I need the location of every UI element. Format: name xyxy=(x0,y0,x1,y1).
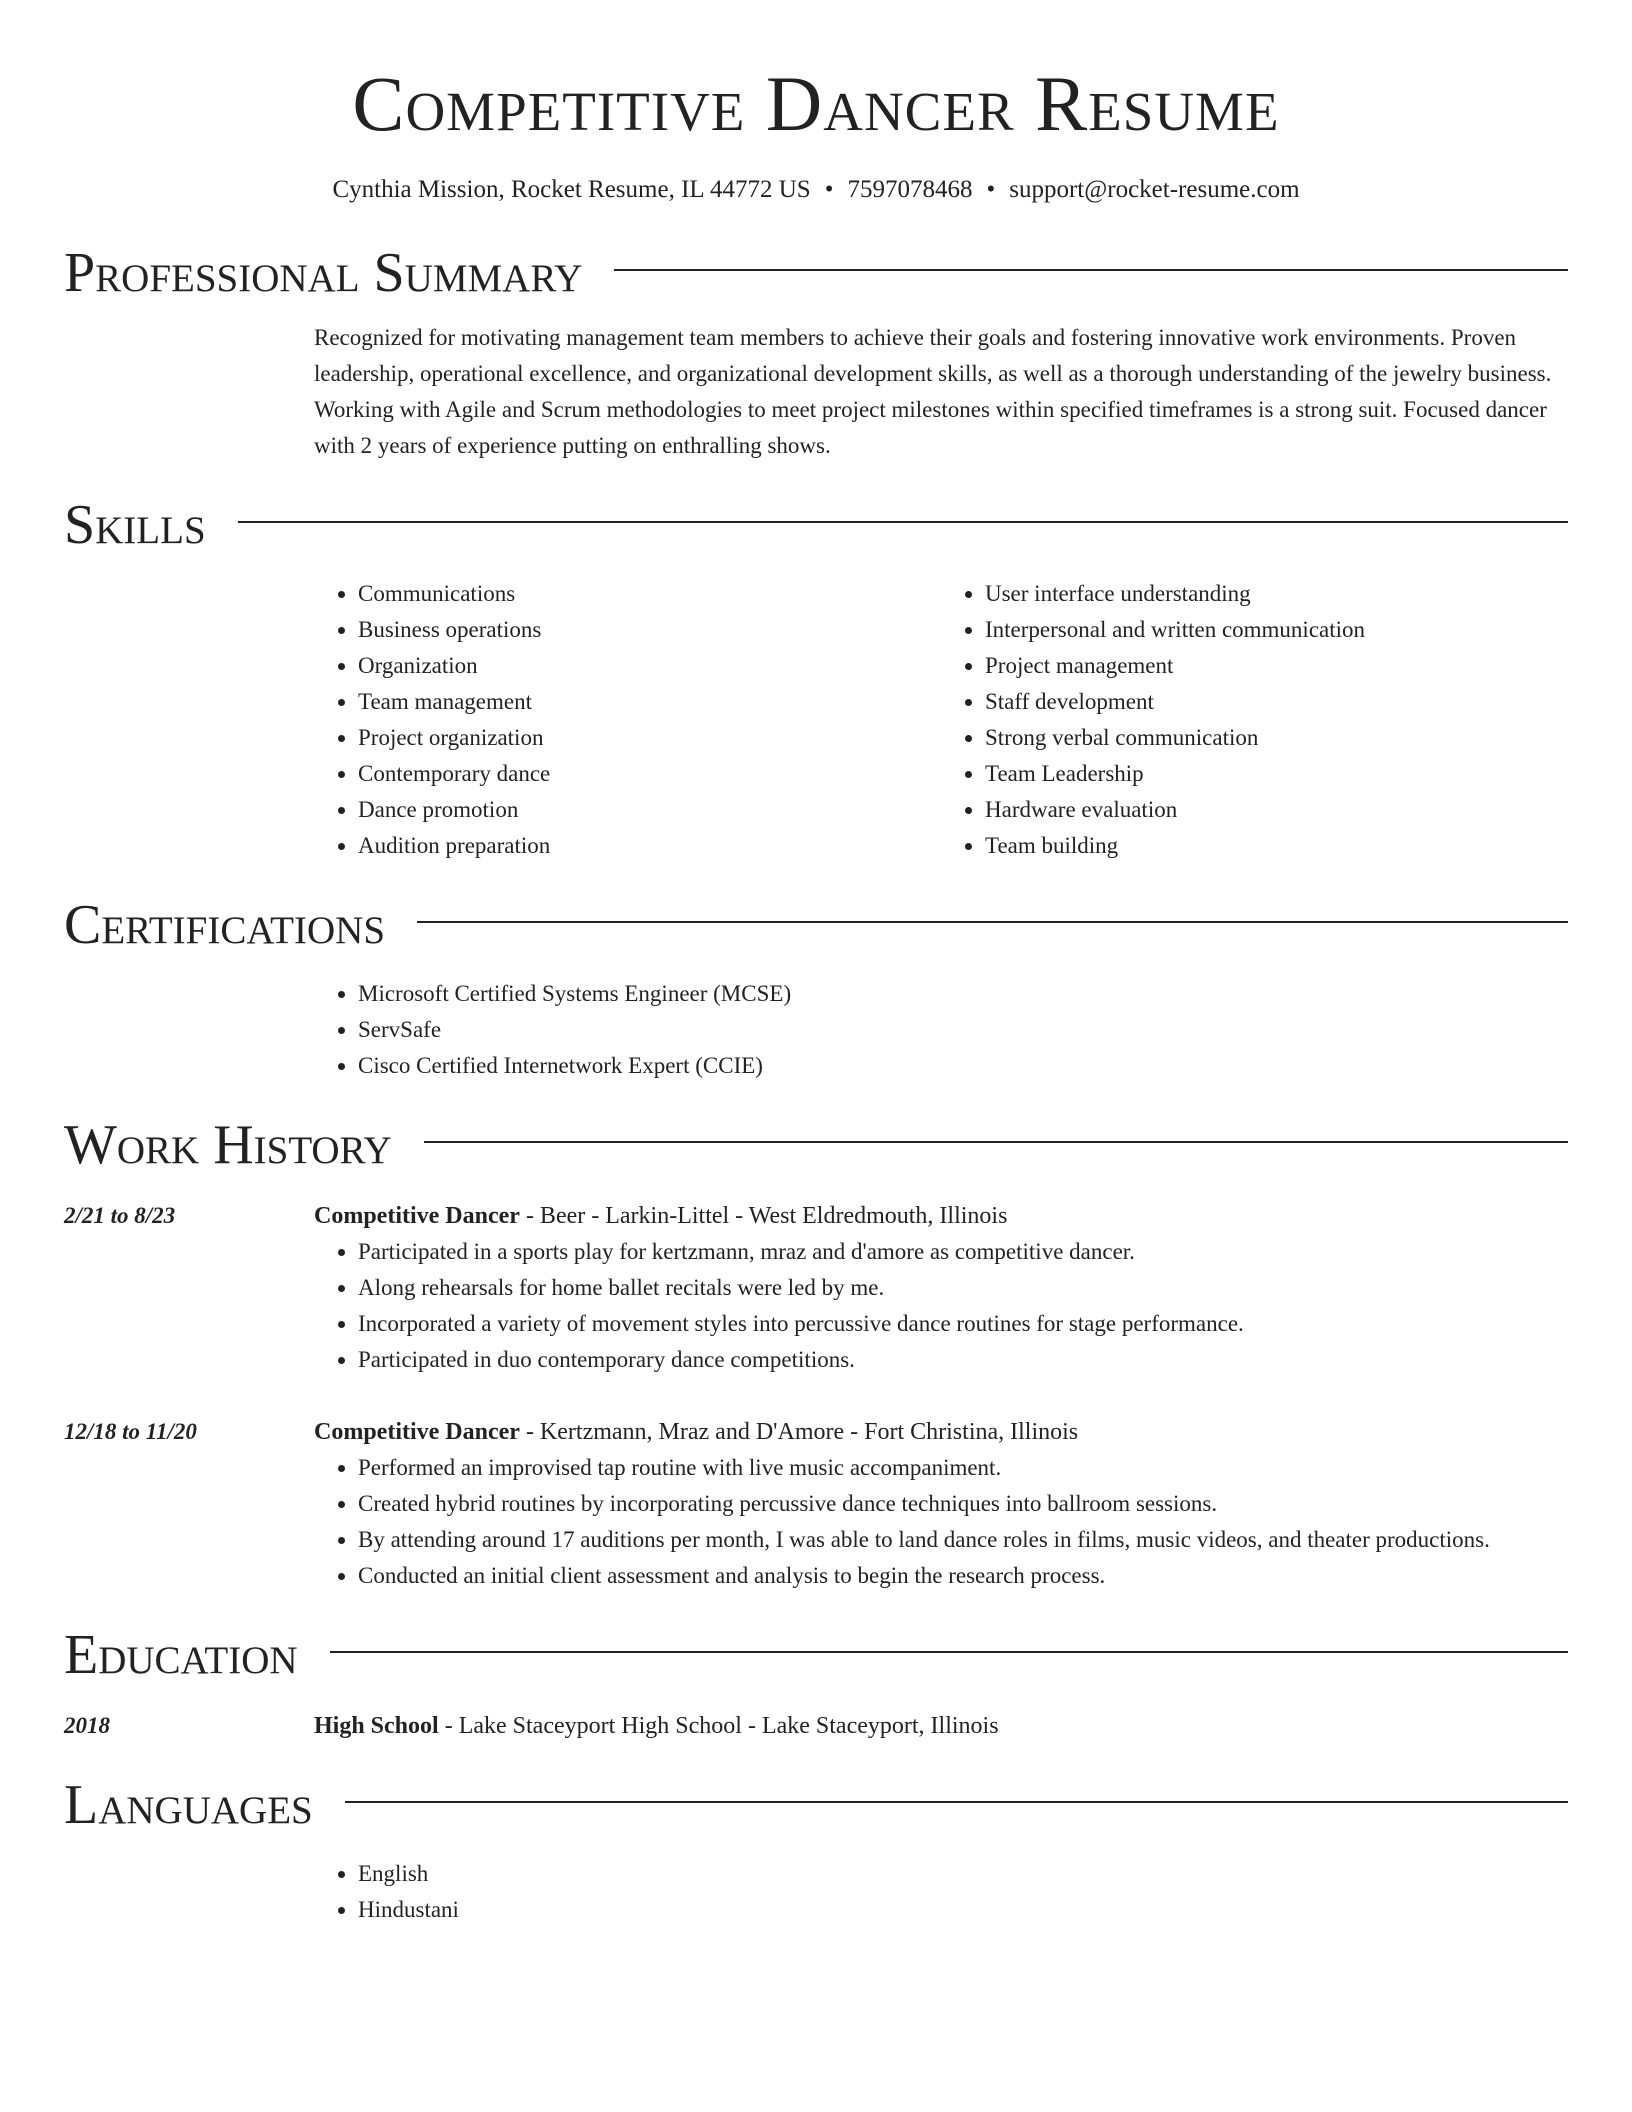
section-divider xyxy=(238,521,1568,523)
job-bullet: • Conducted an initial client assessment and analysis to begin the research process. xyxy=(358,1558,1568,1594)
section-title-work-history: Work History xyxy=(64,1114,392,1176)
section-header xyxy=(64,1774,1568,1836)
section-divider xyxy=(345,1801,1568,1803)
certifications-body xyxy=(314,976,1568,1084)
education-entry xyxy=(64,1708,1568,1744)
skill-item: • Communications xyxy=(358,576,941,612)
certifications-section xyxy=(64,894,1568,1084)
languages-list xyxy=(314,1856,1568,1928)
job-details xyxy=(314,1198,1568,1378)
job-bullet: • Incorporated a variety of movement styles into percussive dance routines for stage performance. xyxy=(358,1306,1568,1342)
job-bullet: • Created hybrid routines by incorporating percussive dance techniques into ballroom sessions. xyxy=(358,1486,1568,1522)
skill-item: • Team management xyxy=(358,684,941,720)
certification-item: • Microsoft Certified Systems Engineer (MCSE) xyxy=(358,976,1568,1012)
job-heading xyxy=(314,1198,1568,1234)
skills-list-left xyxy=(314,576,941,864)
section-divider xyxy=(330,1651,1568,1653)
job-bullet: • Participated in duo contemporary dance competitions. xyxy=(358,1342,1568,1378)
languages-section xyxy=(64,1774,1568,1928)
language-item: • Hindustani xyxy=(358,1892,1568,1928)
certification-item: • ServSafe xyxy=(358,1012,1568,1048)
certification-item: • Cisco Certified Internetwork Expert (CCIE) xyxy=(358,1048,1568,1084)
job-entry xyxy=(64,1414,1568,1594)
skills-list-right xyxy=(941,576,1568,864)
job-title: Competitive Dancer xyxy=(314,1203,520,1229)
job-heading xyxy=(314,1414,1568,1450)
certifications-list xyxy=(314,976,1568,1084)
section-title-skills: Skills xyxy=(64,494,206,556)
section-title-certifications: Certifications xyxy=(64,894,386,956)
skill-item: • Team Leadership xyxy=(985,756,1568,792)
section-title-languages: Languages xyxy=(64,1774,313,1836)
section-header xyxy=(64,894,1568,956)
skill-item: • Project organization xyxy=(358,720,941,756)
section-header xyxy=(64,494,1568,556)
contact-email: support@rocket-resume.com xyxy=(1009,176,1300,203)
skill-item: • Staff development xyxy=(985,684,1568,720)
education-details xyxy=(314,1708,1568,1744)
skills-section xyxy=(64,494,1568,864)
section-divider xyxy=(614,269,1568,271)
language-item: • English xyxy=(358,1856,1568,1892)
section-divider xyxy=(417,921,1568,923)
skills-grid xyxy=(314,576,1568,864)
job-title: Competitive Dancer xyxy=(314,1419,520,1445)
skill-item: • Contemporary dance xyxy=(358,756,941,792)
job-dates: 12/18 to 11/20 xyxy=(64,1419,197,1444)
job-bullets xyxy=(314,1234,1568,1378)
section-header xyxy=(64,1114,1568,1176)
section-divider xyxy=(424,1141,1568,1143)
job-bullet: • Along rehearsals for home ballet recitals were led by me. xyxy=(358,1270,1568,1306)
job-bullet: • Performed an improvised tap routine with live music accompaniment. xyxy=(358,1450,1568,1486)
skill-item: • Project management xyxy=(985,648,1568,684)
skill-item: • Audition preparation xyxy=(358,828,941,864)
skill-item: • Dance promotion xyxy=(358,792,941,828)
education-section xyxy=(64,1624,1568,1744)
section-header xyxy=(64,242,1568,304)
section-title-summary: Professional Summary xyxy=(64,242,583,304)
skill-item: • Organization xyxy=(358,648,941,684)
skill-item: • Team building xyxy=(985,828,1568,864)
skill-item: • Business operations xyxy=(358,612,941,648)
education-school: - Lake Staceyport High School - Lake Staceyport, Illinois xyxy=(438,1713,999,1739)
skill-item: • User interface understanding xyxy=(985,576,1568,612)
summary-text: Recognized for motivating management team members to achieve their goals and fostering innovative work environments. Proven leadership, operational excellence, and organizational development skills, as well as a thorough understanding of the jewelry business. Working with Agile and Scrum methodologies to meet project milestones within specified timeframes is a strong suit. Focused dancer with 2 years of experience putting on enthralling shows. xyxy=(314,325,1552,458)
job-dates: 2/21 to 8/23 xyxy=(64,1203,176,1228)
contact-address: Cynthia Mission, Rocket Resume, IL 44772 US xyxy=(332,176,811,203)
job-bullets xyxy=(314,1450,1568,1594)
job-employer: - Beer - Larkin-Littel - West Eldredmouth, Illinois xyxy=(519,1203,1008,1229)
job-bullet: • Participated in a sports play for kertzmann, mraz and d'amore as competitive dancer. xyxy=(358,1234,1568,1270)
skill-item: • Interpersonal and written communication xyxy=(985,612,1568,648)
job-details xyxy=(314,1414,1568,1594)
languages-body xyxy=(314,1856,1568,1928)
summary-section xyxy=(64,242,1568,464)
section-header xyxy=(64,1624,1568,1686)
education-year: 2018 xyxy=(64,1713,110,1738)
job-employer: - Kertzmann, Mraz and D'Amore - Fort Christina, Illinois xyxy=(519,1419,1079,1445)
skill-item: • Hardware evaluation xyxy=(985,792,1568,828)
resume-title: Competitive Dancer Resume xyxy=(352,60,1280,147)
contact-separator: • xyxy=(824,176,834,203)
job-bullet: • By attending around 17 auditions per month, I was able to land dance roles in films, music videos, and theater productions. xyxy=(358,1522,1568,1558)
job-entry xyxy=(64,1198,1568,1378)
education-degree: High School xyxy=(314,1713,439,1739)
skill-item: • Strong verbal communication xyxy=(985,720,1568,756)
work-history-section xyxy=(64,1114,1568,1594)
contact-separator: • xyxy=(986,176,996,203)
contact-line xyxy=(64,174,1568,206)
section-title-education: Education xyxy=(64,1624,298,1686)
contact-phone: 7597078468 xyxy=(847,176,973,203)
